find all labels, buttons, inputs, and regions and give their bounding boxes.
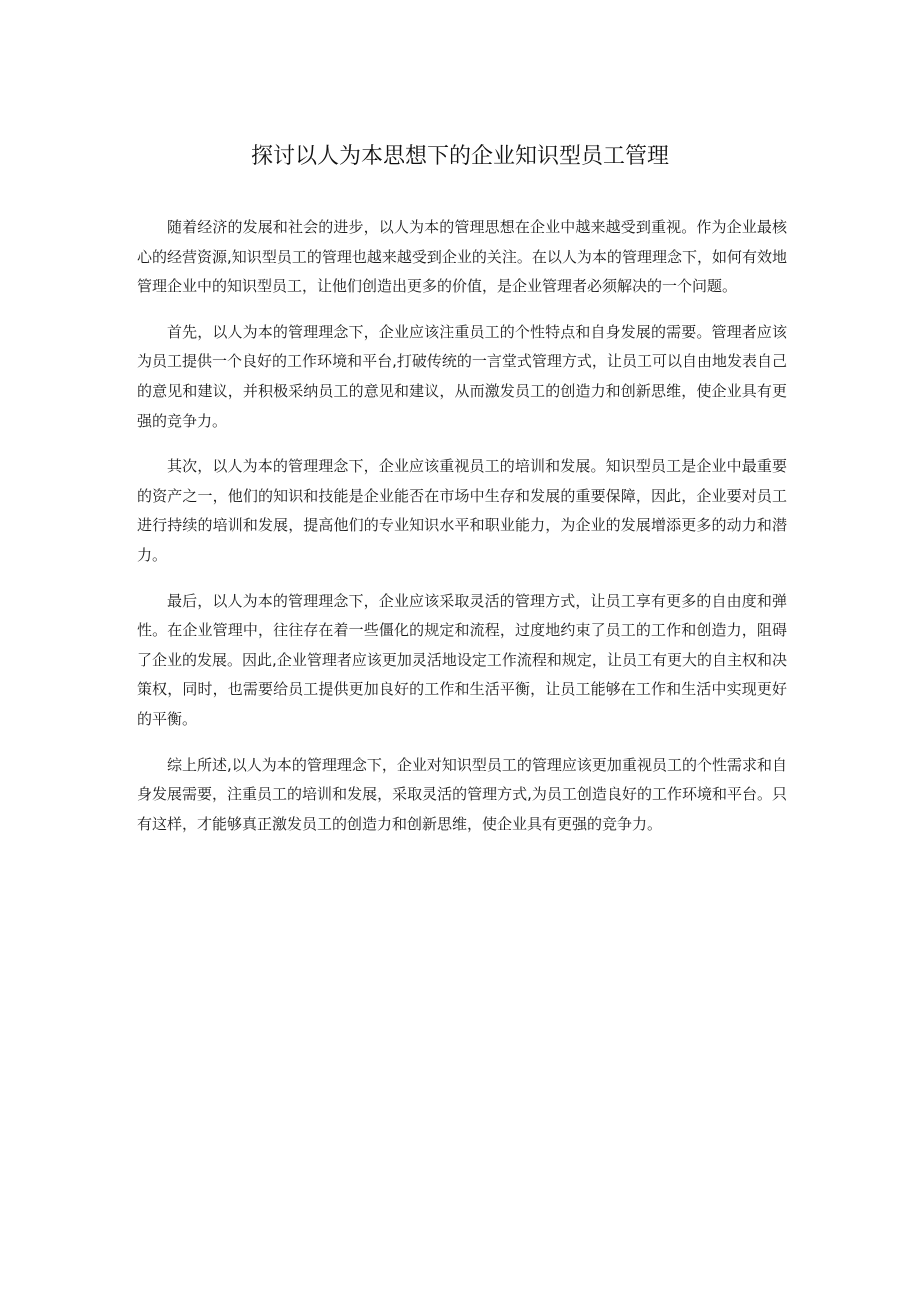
paragraph-second-point: 其次，以人为本的管理理念下，企业应该重视员工的培训和发展。知识型员工是企业中最重要的资产之一，他们的知识和技能是企业能否在市场中生存和发展的重要保障，因此，企业要对员工进行持续的培训和发展，提高他们的专业知识水平和职业能力，为企业的发展增添更多的动力和潜力。 [137, 457, 787, 564]
document-title: 探讨以人为本思想下的企业知识型员工管理 [250, 144, 669, 169]
paragraph-intro: 随着经济的发展和社会的进步，以人为本的管理思想在企业中越来越受到重视。作为企业最核心的经营资源,知识型员工的管理也越来越受到企业的关注。在以人为本的管理理念下，如何有效地管理企业中的知识型员工，让他们创造出更多的价值，是企业管理者必须解决的一个问题。 [137, 218, 787, 296]
paragraph-final-point: 最后，以人为本的管理理念下，企业应该采取灵活的管理方式，让员工享有更多的自由度和弹性。在企业管理中，往往存在着一些僵化的规定和流程，过度地约束了员工的工作和创造力，阻碍了企业的发展。因此,企业管理者应该更加灵活地设定工作流程和规定，让员工有更大的自主权和决策权，同时，也需要给员工提供更加良好的工作和生活平衡，让员工能够在工作和生活中实现更好的平衡。 [137, 591, 787, 728]
paragraph-first-point: 首先，以人为本的管理理念下，企业应该注重员工的个性特点和自身发展的需要。管理者应该为员工提供一个良好的工作环境和平台,打破传统的一言堂式管理方式，让员工可以自由地发表自己的意见和建议，并积极采纳员工的意见和建议，从而激发员工的创造力和创新思维，使企业具有更强的竞争力。 [137, 322, 787, 430]
paragraph-conclusion: 综上所述,以人为本的管理理念下，企业对知识型员工的管理应该更加重视员工的个性需求和自身发展需要，注重员工的培训和发展，采取灵活的管理方式,为员工创造良好的工作环境和平台。只有这样，才能够真正激发员工的创造力和创新思维，使企业具有更强的竞争力。 [137, 755, 787, 833]
document-body [137, 213, 787, 855]
